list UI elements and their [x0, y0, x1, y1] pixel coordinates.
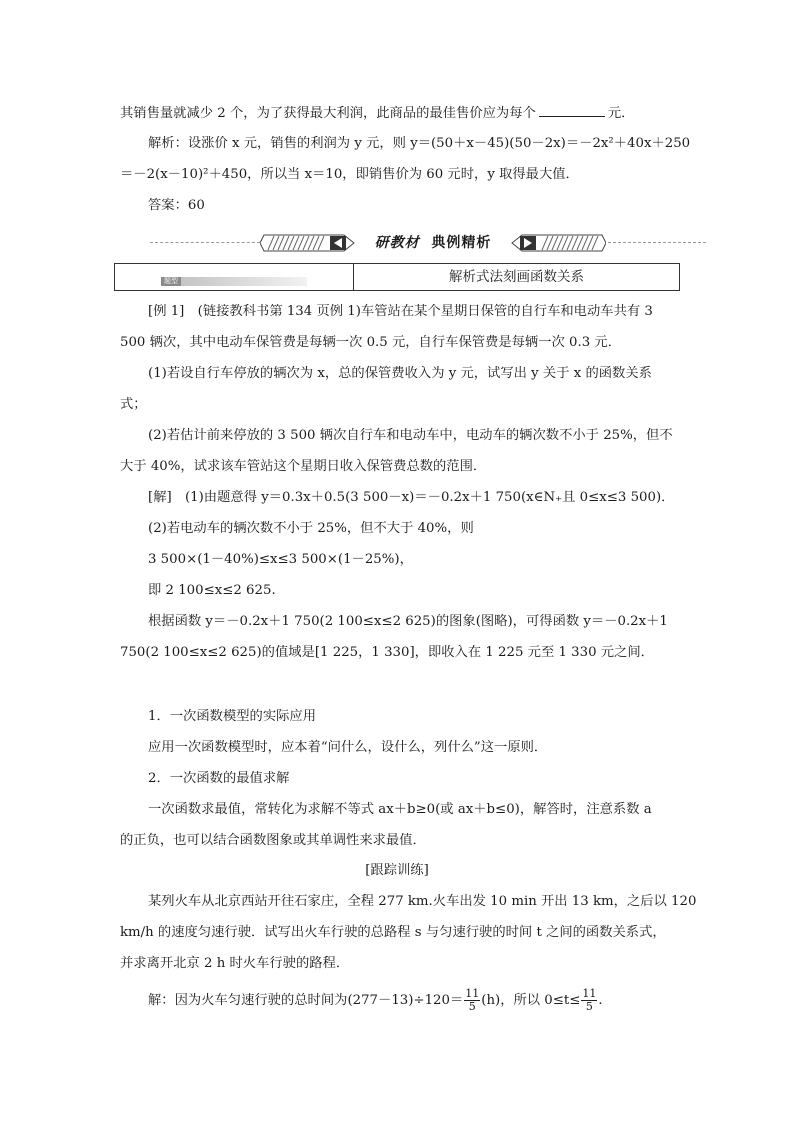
section-banner — [150, 233, 706, 253]
fraction-denominator: 5 — [468, 1000, 476, 1013]
banner-title-b: 典例精析 — [431, 235, 492, 251]
solution-line-4: 即 2 100≤x≤2 625. — [148, 583, 276, 598]
analysis-line-1: 解析：设涨价 x 元，销售的利润为 y 元，则 y＝(50＋x－45)(50－2x)＝－2x²＋40x＋250 — [148, 136, 691, 151]
fraction-numerator: 11 — [465, 987, 480, 1000]
problem-unit: 元． — [607, 106, 635, 121]
fraction-eleven-fifths-2 — [581, 988, 597, 1013]
section-tag: 题型一 — [161, 277, 181, 286]
answer-line: 答案：60 — [148, 198, 205, 213]
fraction-eleven-fifths — [464, 988, 480, 1013]
banner-title-a: 研教材 — [374, 235, 420, 251]
fraction-denominator-2: 5 — [585, 1000, 593, 1013]
solution-line-3: 3 500×(1－40%)≤x≤3 500×(1－25%)， — [148, 552, 413, 567]
note-heading-1: 1．一次函数模型的实际应用 — [148, 709, 317, 724]
practice-heading: [跟踪训练] — [365, 863, 429, 878]
problem-line — [120, 104, 634, 123]
example-line-5: (2)若估计前来停放的 3 500 辆次自行车和电动车中，电动车的辆次数不小于 25%，但不 — [148, 428, 673, 443]
section-header — [114, 263, 680, 294]
section-gradient-bar — [161, 277, 307, 286]
solution-text-c: . — [598, 993, 603, 1008]
example-line-1: [例 1] (链接教科书第 134 页例 1)车管站在某个星期日保管的自行车和电动车共有 3 — [148, 304, 653, 319]
solution-line-2: (2)若电动车的辆次数不小于 25%，但不大于 40%，则 — [148, 521, 474, 536]
banner-arrow-right-icon — [510, 233, 606, 253]
section-title: 解析式法刻画函数关系 — [449, 269, 584, 285]
note-text-2b: 的正负，也可以结合函数图象或其单调性来求最值． — [120, 833, 426, 848]
answer-blank — [539, 104, 605, 117]
practice-line-1: 某列火车从北京西站开往石家庄，全程 277 km.火车出发 10 min 开出 13 km，之后以 120 — [148, 894, 697, 909]
practice-line-2: km/h 的速度匀速行驶．试写出火车行驶的总路程 s 与匀速行驶的时间 t 之间的函数关系式， — [120, 925, 666, 940]
practice-solution — [148, 988, 603, 1013]
banner-arrow-left-icon — [260, 233, 356, 253]
example-line-6: 大于 40%，试求该车管站这个星期日收入保管费总数的范围． — [120, 459, 487, 474]
banner-dash-left — [150, 242, 260, 243]
fraction-numerator-2: 11 — [582, 987, 597, 1000]
banner-dash-right — [608, 242, 706, 243]
analysis-line-2: ＝－2(x－10)²＋450，所以当 x＝10，即销售价为 60 元时，y 取得最大值． — [120, 167, 579, 182]
solution-line-5: 根据函数 y＝－0.2x＋1 750(2 100≤x≤2 625)的图象(图略)，可得函数 y＝－0.2x＋1 — [148, 614, 668, 629]
example-line-3: (1)若设自行车停放的辆次为 x，总的保管费收入为 y 元，试写出 y 关于 x 的函数关系 — [148, 366, 652, 381]
solution-line-6: 750(2 100≤x≤2 625)的值域是[1 225，1 330]，即收入在 1 225 元至 1 330 元之间． — [120, 645, 654, 660]
section-header-left — [115, 264, 354, 294]
example-line-2: 500 辆次，其中电动车保管费是每辆一次 0.5 元，自行车保管费是每辆一次 0.3 元． — [120, 335, 622, 350]
practice-line-3: 并求离开北京 2 h 时火车行驶的路程． — [120, 956, 350, 971]
problem-text: 其销售量就减少 2 个，为了获得最大利润，此商品的最佳售价应为每个 — [120, 106, 536, 121]
banner-title — [358, 233, 508, 253]
note-text-1: 应用一次函数模型时，应本着“问什么，设什么，列什么”这一原则． — [148, 740, 548, 755]
solution-text-b: (h)，所以 0≤t≤ — [481, 993, 581, 1008]
example-line-4: 式； — [120, 397, 147, 412]
note-heading-2: 2．一次函数的最值求解 — [148, 771, 290, 786]
solution-text-a: 解：因为火车匀速行驶的总时间为(277－13)÷120＝ — [148, 993, 464, 1008]
note-text-2a: 一次函数求最值，常转化为求解不等式 ax＋b≥0(或 ax＋b≤0)，解答时，注意系数 a — [148, 802, 652, 817]
solution-line-1: [解] (1)由题意得 y＝0.3x＋0.5(3 500－x)＝－0.2x＋1 750(x∈N₊且 0≤x≤3 500)． — [148, 490, 675, 505]
